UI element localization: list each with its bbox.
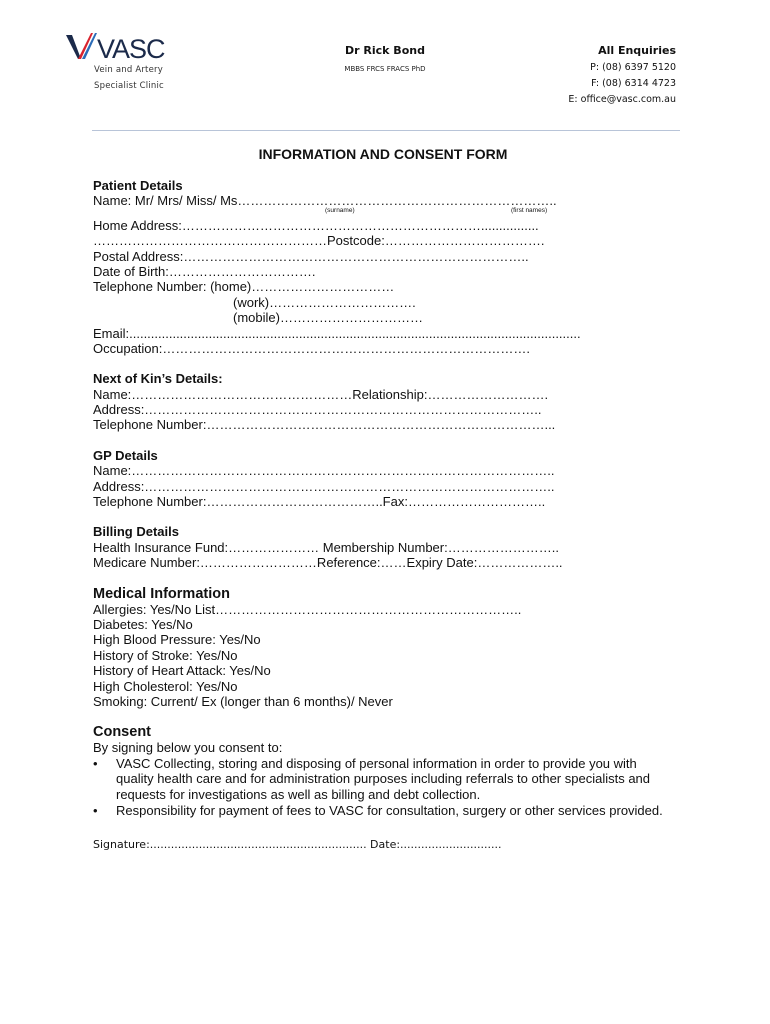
- enquiries-phone: P: (08) 6397 5120: [590, 62, 676, 73]
- medical-information-heading: Medical Information: [93, 585, 230, 602]
- consent-list: [93, 756, 673, 818]
- blood-pressure-field[interactable]: High Blood Pressure: Yes/No: [93, 632, 261, 648]
- vasc-logo-mark: [64, 32, 168, 62]
- enquiries-email: E: office@vasc.com.au: [568, 94, 676, 105]
- logo-subtitle-line2: Specialist Clinic: [94, 81, 164, 91]
- enquiries-fax: F: (08) 6314 4723: [591, 78, 676, 89]
- enquiries-title: All Enquiries: [598, 44, 676, 57]
- doctor-qualifications: MBBS FRCS FRACS PhD: [344, 65, 426, 73]
- patient-name-field[interactable]: Name: Mr/ Mrs/ Miss/ Ms………………………………………………………………..: [93, 193, 557, 209]
- date-of-birth-field[interactable]: Date of Birth:…………………………….: [93, 263, 316, 279]
- gp-telephone-fax-field[interactable]: Telephone Number:…………………………………..Fax:…………………………..: [93, 494, 546, 510]
- gp-details-heading: GP Details: [93, 447, 158, 463]
- consent-intro: By signing below you consent to:: [93, 740, 283, 756]
- telephone-work-field[interactable]: (work)…………………………….: [233, 294, 416, 310]
- home-address-field[interactable]: Home Address:……………………………………………………………................: [93, 217, 539, 233]
- diabetes-field[interactable]: Diabetes: Yes/No: [93, 616, 193, 632]
- gp-address-field[interactable]: Address:…………………………………………………………………………………..: [93, 478, 555, 494]
- occupation-field[interactable]: Occupation:………………………………………………………………………….: [93, 340, 530, 356]
- signature-date-field[interactable]: Signature:.............................................................. Date:.............................: [93, 838, 502, 852]
- form-title: INFORMATION AND CONSENT FORM: [258, 146, 508, 162]
- kin-address-field[interactable]: Address:………………………………………………………………………………..: [93, 402, 542, 418]
- consent-heading: Consent: [93, 724, 151, 741]
- next-of-kin-heading: Next of Kin’s Details:: [93, 371, 223, 387]
- telephone-mobile-field[interactable]: (mobile)……………………………: [233, 310, 423, 326]
- logo-subtitle-line1: Vein and Artery: [94, 65, 163, 75]
- logo-v-stroke: [66, 35, 81, 59]
- doctor-block: [300, 44, 470, 73]
- patient-details-heading: Patient Details: [93, 178, 183, 193]
- doctor-name: Dr Rick Bond: [345, 44, 425, 57]
- health-fund-field[interactable]: Health Insurance Fund:………………… Membership Number:……………………..: [93, 539, 559, 555]
- postal-address-field[interactable]: Postal Address:……………………………………………………………………..: [93, 248, 529, 264]
- medicare-field[interactable]: Medicare Number:………………………Reference:……Expiry Date:………………..: [93, 555, 563, 571]
- consent-item-payment: • Responsibility for payment of fees to VASC for consultation, surgery or other services provided.: [93, 803, 673, 819]
- smoking-field[interactable]: Smoking: Current/ Ex (longer than 6 months)/ Never: [93, 693, 393, 709]
- cholesterol-field[interactable]: High Cholesterol: Yes/No: [93, 678, 238, 694]
- surname-note: (surname): [325, 206, 355, 214]
- kin-telephone-field[interactable]: Telephone Number:……………………………………………………………………...: [93, 417, 556, 433]
- telephone-home-field[interactable]: Telephone Number: (home)……………………………: [93, 279, 395, 295]
- heart-attack-history-field[interactable]: History of Heart Attack: Yes/No: [93, 663, 271, 679]
- enquiries-block: [568, 44, 676, 108]
- vasc-logo: [64, 32, 174, 94]
- name-field-notes: [93, 206, 673, 218]
- logo-text: VASC: [97, 34, 165, 62]
- kin-name-field[interactable]: Name:……………………………………………Relationship:……………………….: [93, 386, 549, 402]
- header-divider: [92, 130, 680, 131]
- consent-item-collection: • VASC Collecting, storing and disposing of personal information in order to provide you with quality health care and for administration purposes including referrals to other specialists and requests for investigations as well as billing and debt collection.: [93, 756, 673, 803]
- email-field[interactable]: Email:.............................................................................................................................: [93, 325, 581, 341]
- allergies-field[interactable]: Allergies: Yes/No List……………………………………………………………..: [93, 601, 522, 617]
- first-names-note: (first names): [511, 206, 548, 214]
- billing-details-heading: Billing Details: [93, 524, 179, 540]
- stroke-history-field[interactable]: History of Stroke: Yes/No: [93, 647, 238, 663]
- consent-form: [93, 146, 673, 851]
- gp-name-field[interactable]: Name:……………………………………………………………………………………..: [93, 463, 555, 479]
- postcode-field[interactable]: ………………………………………………Postcode:……………………………….: [93, 233, 545, 249]
